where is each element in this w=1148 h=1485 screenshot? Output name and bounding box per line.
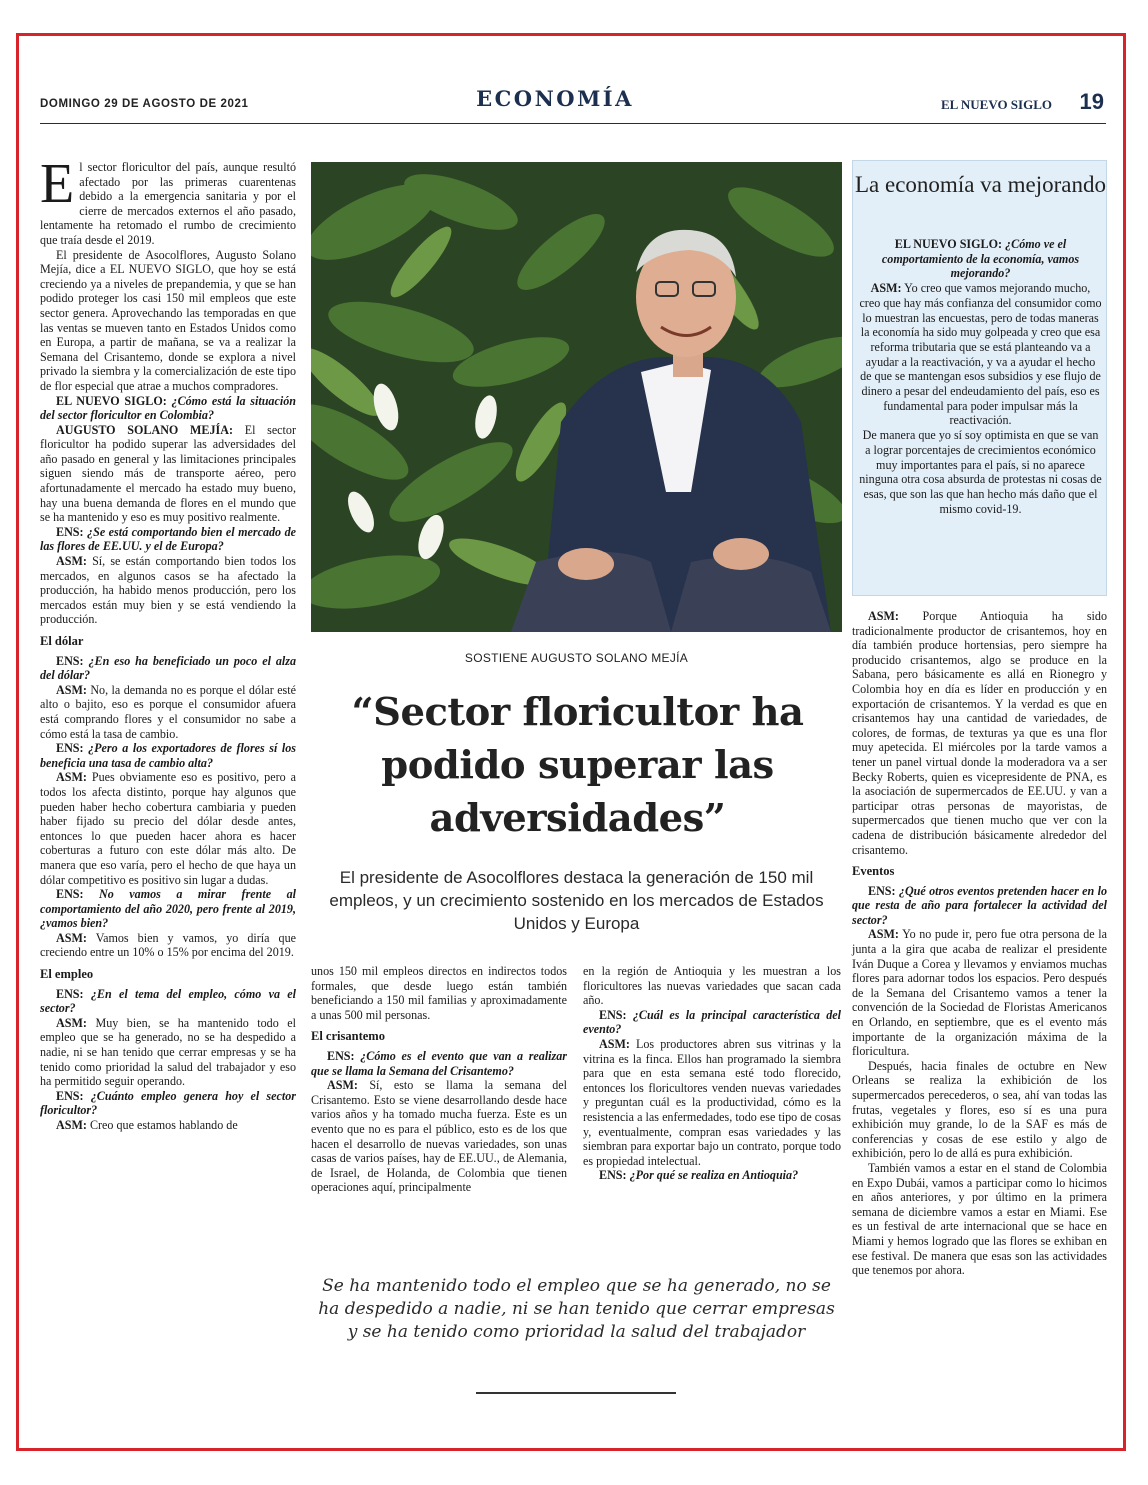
paragraph: l sector floricultor del país, aunque resultó afectado por las primeras cuarentenas debido a la emergencia sanitaria y por el cierre de mercados externos el año pasado, lentamente ha retomado el rumbo de crecimiento que traía desde el 2019. (40, 160, 296, 247)
speaker: ENS: (56, 1088, 84, 1103)
subheading-eventos: Eventos (852, 864, 895, 879)
speaker: ENS: (56, 986, 84, 1001)
speaker: ASM: (599, 1036, 630, 1051)
question: ¿Cómo ve el comportamiento de la economía, vamos mejorando? (881, 237, 1080, 281)
answer: Yo no pude ir, pero fue otra persona de la junta a la gira que acaba de realizar el presidente Iván Duque a Corea y llevamos y enviamos muchas flores para adornar todos los espacios. Pero después de la Semana del Crisantemo vamos a tener la convención de la Sociedad de Floristas Americanos en Orlando, en septiembre, que es el evento más importante de la organización máxima de la floricultura. (852, 927, 1108, 1059)
sidebar-box (852, 160, 1107, 596)
page-header (40, 86, 1106, 120)
question: ¿Cómo está la situación del sector floricultor en Colombia? (40, 393, 296, 423)
issue-date: DOMINGO 29 DE AGOSTO DE 2021 (40, 98, 249, 110)
sidebar-text (859, 237, 1102, 516)
speaker: ASM: (56, 1015, 87, 1030)
article-column-2 (311, 964, 567, 1195)
paragraph: También vamos a estar en el stand de Colombia en Expo Dubái, vamos a participar como lo hicimos en años anteriores, y por último en la primera semana de diciembre vamos a estar en Miami. Ese es un festival de arte internacional que se hace en Miami y hemos logrado que las flores se exhiban en ese festival. De manera que esas son las actividades que tenemos por ahora. (852, 1160, 1107, 1278)
article-column-3 (583, 964, 841, 1183)
speaker: ASM: (56, 1118, 87, 1132)
paragraph: De manera que yo sí soy optimista en que se van a lograr porcentajes de crecimientos económico muy importantes para el país, si no aparece ninguna otra cosa absurda de protestas ni cosas de esas, que son las que han hecho más daño que el mismo covid-19. (859, 428, 1102, 516)
answer: Sí, esto se llama la semana del Crisantemo. Esto se viene desarrollando desde hace varios años y ha tomado mucha fuerza. Este es un evento que no es para el público, esto es de los que hacen el desarrollo de nuevas variedades, son unas casas de varios países, hay de EE.UU., de Alemania, de Israel, de Holanda, de Colombia que tienen operaciones aquí, principalmente (311, 1078, 567, 1195)
article-column-4 (852, 609, 1107, 1278)
answer: El sector floricultor ha podido superar las adversidades del año pasado en general y las limitaciones principales siguen siendo más de transporte aéreo, pero afortunadamente el mercado ha estado muy bueno, hay una buena demanda de flores en el mundo que se ha mantenido y eso es muy positivo realmente. (40, 422, 296, 525)
speaker: ASM: (56, 554, 87, 569)
answer: Yo creo que vamos mejorando mucho, creo que hay más confianza del consumidor como lo muestran las encuestas, pero de todas maneras la economía ha sido muy golpeada y creo que esa reforma tributaria que se está planteando va a ayudar a la reactivación, y va a ayudar el hecho de que se mantengan esos subsidios y ese flujo de dinero a pesar del endeudamiento del país, eso es fundamental para poder impulsar más la reactivación. (859, 281, 1102, 428)
answer: Pues obviamente eso es positivo, pero a todos los afecta distinto, porque hay algunos que pueden haber hecho cobertura cambiaria y pueden haber fijado su precio del dólar desde antes, entonces lo que pueden hacer ahora es hacer coberturas a futuro con este dólar más alto. De manera que eso varía, pero el hecho de que haya un dólar competitivo es positivo sin lugar a dudas. (40, 770, 296, 887)
speaker: EL NUEVO SIGLO: (56, 393, 167, 408)
speaker: ENS: (56, 653, 84, 668)
question: ¿Por qué se realiza en Antioquia? (629, 1168, 799, 1183)
answer: Los productores abren sus vitrinas y la vitrina es la finca. Ellos han programado la siembra para que en esta semana esté todo florecido, entonces los floricultores venden nuevas variedades y preguntan cuál es la productividad, cómo es la resistencia a las enfermedades, todo ese tipo de cosas y, eventualmente, compran esas variedades y las siembran para exportar bajo un contrato, porque todo es propiedad intelectual. (583, 1036, 841, 1168)
sidebar-title: La economía va mejorando (855, 172, 1106, 197)
speaker: ASM: (56, 770, 87, 785)
subheading-dolar: El dólar (40, 634, 84, 648)
speaker: ENS: (599, 1007, 627, 1022)
speaker: ASM: (868, 927, 899, 942)
speaker: EL NUEVO SIGLO: (894, 237, 1003, 251)
article-column-1 (40, 153, 297, 1133)
pull-quote-rule (476, 1392, 676, 1394)
page-number: 19 (1079, 89, 1104, 114)
speaker: AUGUSTO SOLANO MEJÍA: (56, 422, 234, 437)
question: ¿Cuál es la principal característica del evento? (583, 1007, 841, 1037)
paragraph: El presidente de Asocolflores, Augusto Solano Mejía, dice a EL NUEVO SIGLO, que hoy se está creciendo ya a niveles de prepandemia, y que se han podido proteger los casi 150 mil empleos que este sector genera. Aprovechando las temporadas en que las ventas se mueven tanto en Estados Unidos como en Europa, a partir de mañana, se va a realizar la Semana del Crisantemo, donde se explora a nivel privado la siembra y la comercialización de este tipo de flor especial que atrae a muchos compradores. (40, 247, 296, 393)
speaker: ENS: (56, 887, 84, 902)
answer: Vamos bien y vamos, yo diría que creciendo entre un 10% o 15% por encima del 2019. (40, 930, 296, 960)
subheading-crisantemo: El crisantemo (311, 1029, 385, 1044)
speaker: ENS: (56, 524, 84, 539)
article-headline: “Sector floricultor ha podido superar las adversidades” (351, 690, 804, 841)
question: ¿Cómo es el evento que van a realizar que se llama la Semana del Crisantemo? (311, 1048, 567, 1078)
speaker: ASM: (56, 930, 87, 945)
speaker: ENS: (327, 1048, 355, 1063)
subheading-empleo: El empleo (40, 967, 94, 982)
drop-cap: E (40, 153, 75, 215)
answer: Creo que estamos hablando de (89, 1118, 238, 1132)
section-title: ECONOMÍA (476, 86, 634, 111)
question: ¿En el tema del empleo, cómo va el sector? (40, 986, 296, 1016)
speaker: ASM: (56, 682, 87, 697)
speaker: ASM: (327, 1078, 358, 1093)
question: ¿Cuánto empleo genera hoy el sector floricultor? (40, 1088, 296, 1118)
speaker: ASM: (870, 281, 902, 296)
question: ¿Se está comportando bien el mercado de las flores de EE.UU. y el de Europa? (40, 524, 296, 554)
speaker: ASM: (868, 609, 899, 623)
pull-quote: Se ha mantenido todo el empleo que se ha generado, no se ha despedido a nadie, ni se han tenido que cerrar empresas y se ha tenido como prioridad la salud del trabajador (318, 1276, 835, 1342)
article-kicker: SOSTIENE AUGUSTO SOLANO MEJÍA (464, 651, 689, 665)
answer: Muy bien, se ha mantenido todo el empleo que se ha generado, no se ha despedido a nadie, ni se han tenido que cerrar empresas y se ha tenido como prioridad la salud del trabajador y eso ha permitido seguir operando. (40, 1015, 296, 1089)
answer: Sí, se están comportando bien todos los mercados, en algunos casos se ha afectado la producción, ha habido menos producción, pero los mercados están muy bien y se está vendiendo la producción. (40, 554, 296, 627)
answer: Porque Antioquia ha sido tradicionalmente productor de crisantemos, hoy en día también produce hortensias, pero siempre ha producido crisantemos, algo se produce en la Sabana, pero básicamente es allá en Rionegro y Colombia hoy en día es líder en producción y en exportación de crisantemos. Y la verdad es que en crisantemos hay una cantidad de variedades, de colores, de formas, de texturas ya que es una flor muy apetecida. El miércoles por la tarde vamos a tener un panel virtual donde la moderadora va a ser Becky Roberts, quien es vicepresidente de PNA, es la asociación de supermercados de EE.UU. y van a participar otras personas de mayoristas, de supermercados que tienen mucho que ver con la cadena de distribución básicamente alrededor del crisantemo. (852, 609, 1107, 857)
question: ¿Qué otros eventos pretenden hacer en lo que resta de año para fortalecer la actividad del sector? (852, 883, 1107, 927)
question: ¿Pero a los exportadores de flores sí los beneficia una tasa de cambio alta? (40, 741, 297, 770)
newspaper-name: EL NUEVO SIGLO (941, 97, 1052, 112)
paragraph: en la región de Antioquia y les muestran a los floricultores las nuevas variedades que sacan cada año. (583, 964, 841, 1008)
answer: No, la demanda no es porque el dólar esté alto o bajito, eso es porque el consumidor afuera está comprando flores y el consumidor no sabe a cómo está la tasa de cambio. (40, 682, 296, 741)
portrait-illustration (311, 162, 842, 632)
paragraph: unos 150 mil empleos directos en indirectos todos formales, que desde luego están también beneficiando a 150 mil familias y aproximadamente a unas 500 mil personas. (311, 964, 567, 1022)
question: ¿En eso ha beneficiado un poco el alza del dólar? (40, 653, 296, 683)
speaker: ENS: (868, 883, 896, 898)
portrait-photo (311, 162, 842, 632)
speaker: ENS: (56, 741, 84, 756)
paragraph: Después, hacia finales de octubre en New Orleans se realiza la exhibición de los supermercados perecederos, o sea, ahí van todas las frutas, vegetales y flores, eso sí es una pura exhibición muy grande, lo de la SAF es más de conferencias y cosas de ese estilo y algo de exhibición, pero lo de allá es pura exhibición. (852, 1058, 1107, 1161)
article-deck: El presidente de Asocolflores destaca la generación de 150 mil empleos, y un crecimiento sostenido en los mercados de Estados Unidos y Europa (329, 868, 824, 933)
question: No vamos a mirar frente al comportamiento del año 2020, pero frente al 2019, ¿vamos bien? (40, 887, 296, 931)
header-rule (40, 123, 1106, 124)
speaker: ENS: (599, 1168, 627, 1183)
